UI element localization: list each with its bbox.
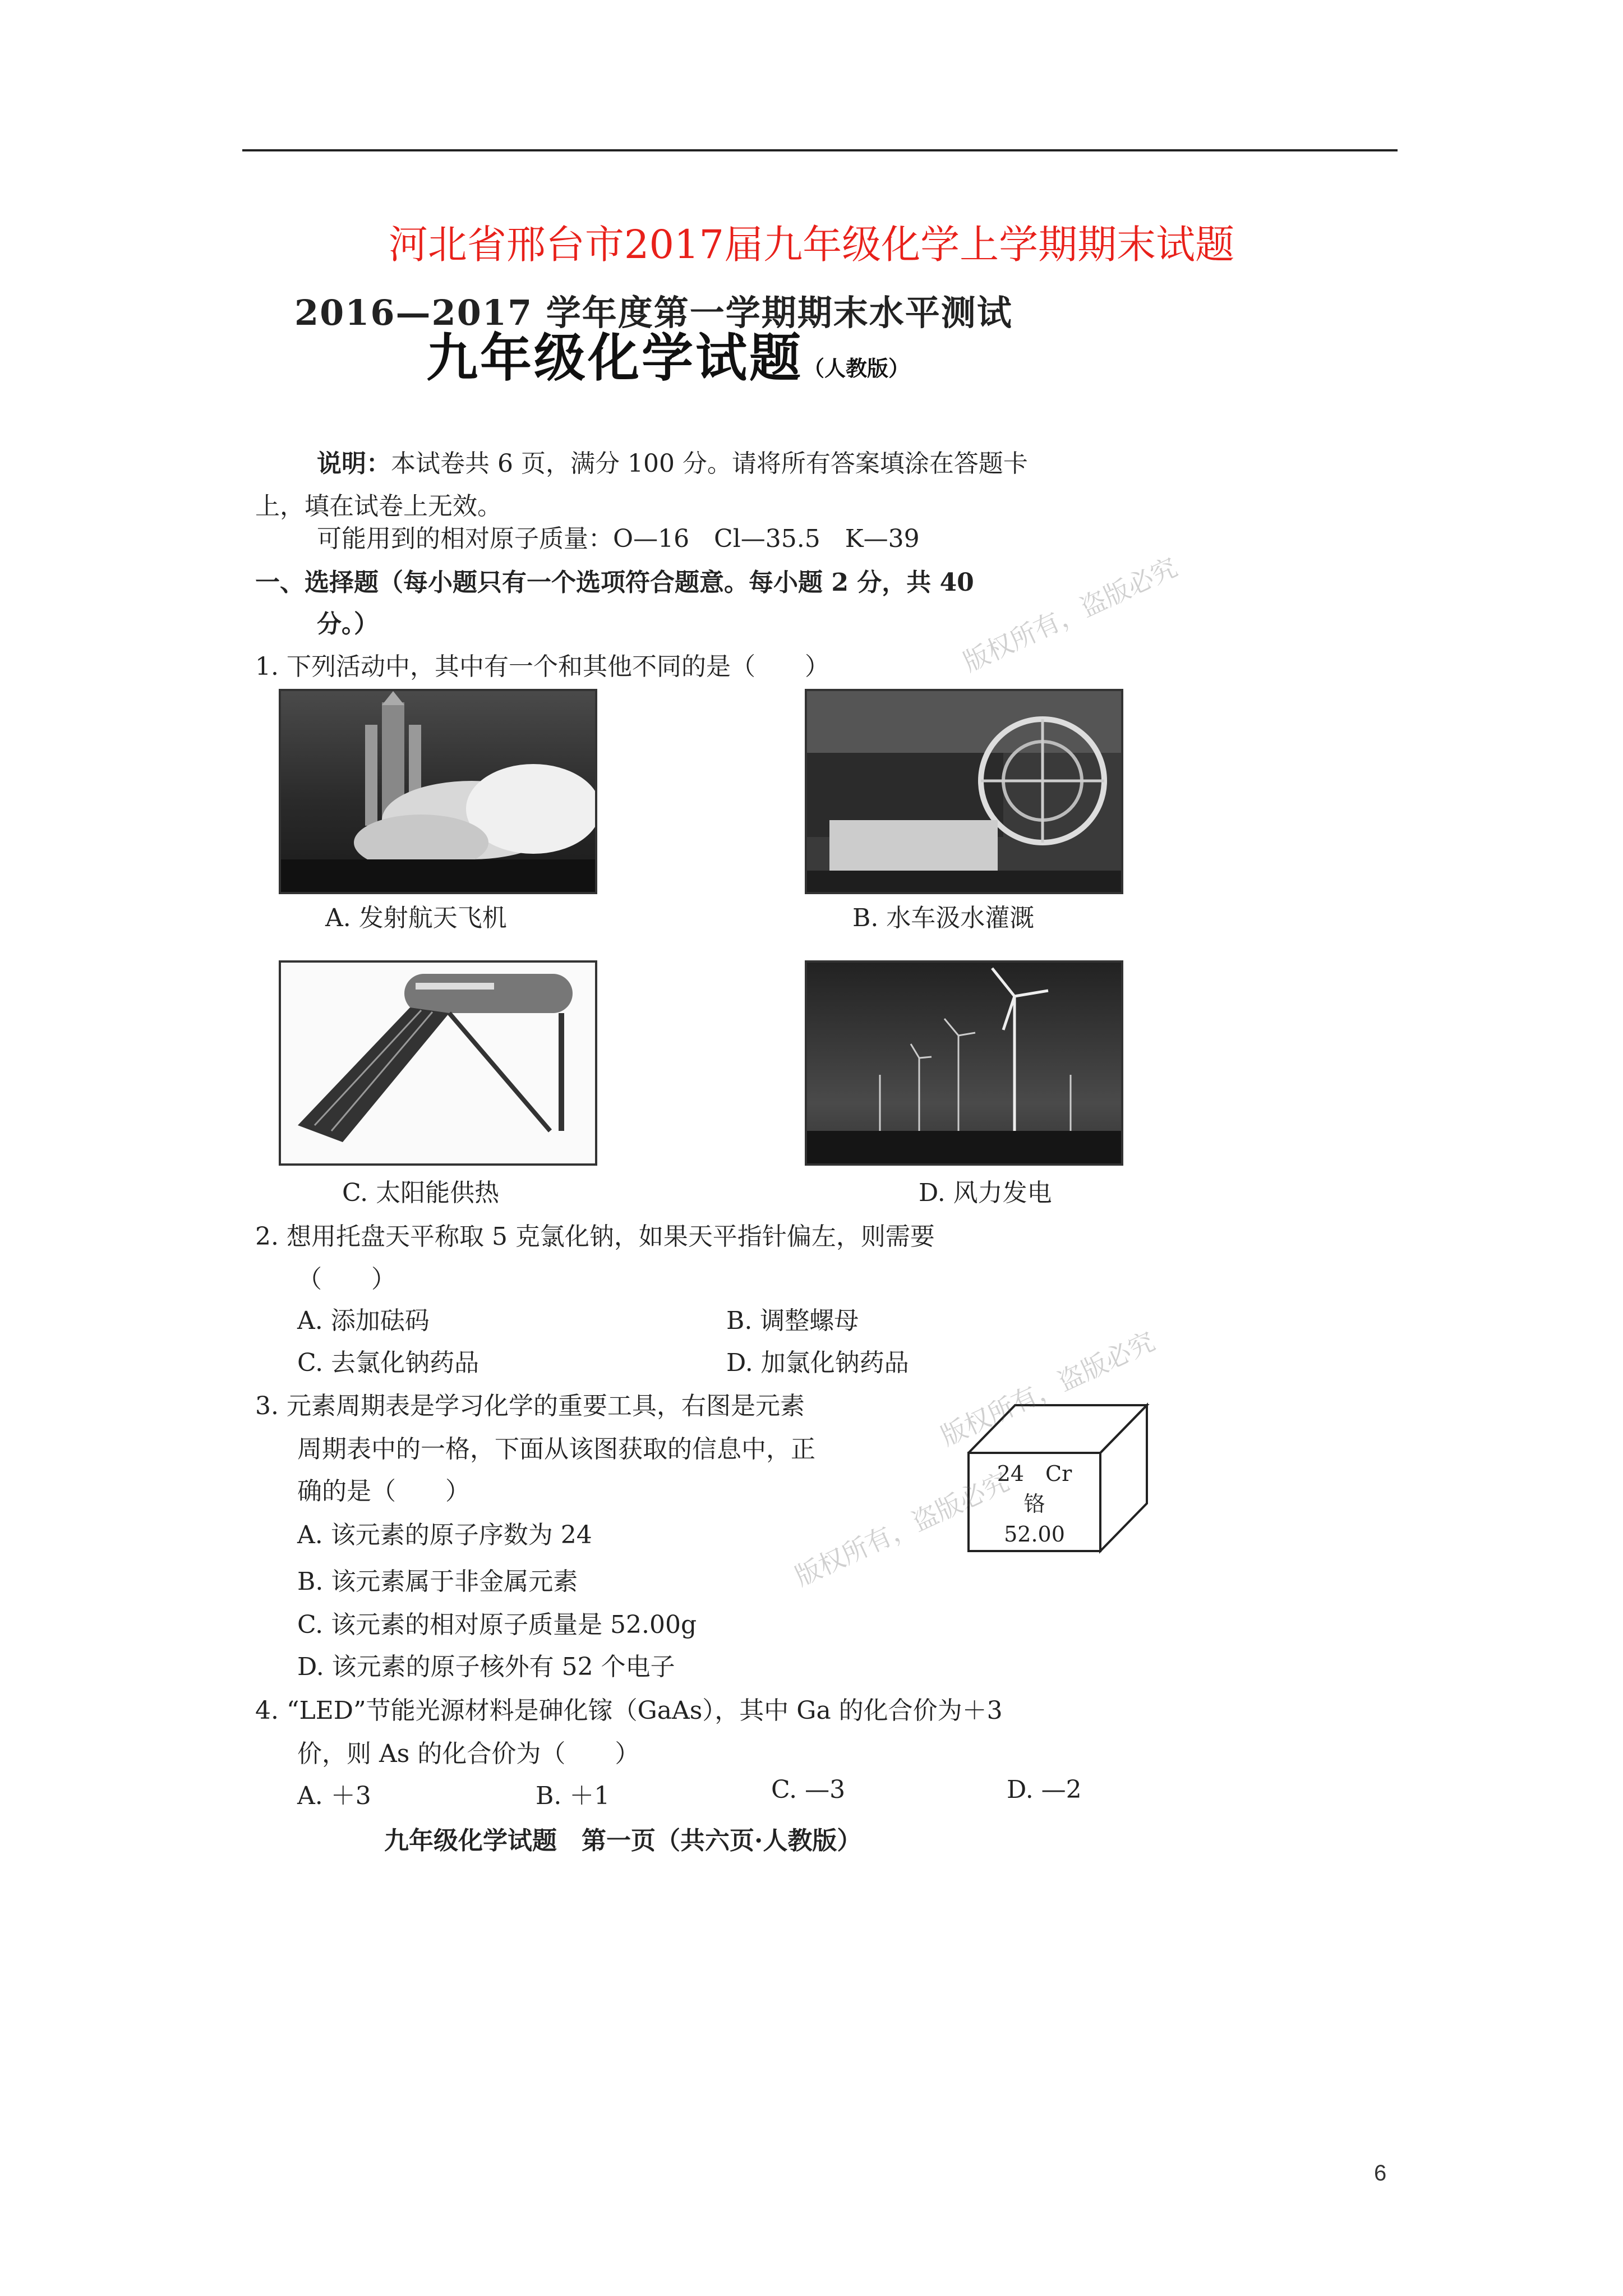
document-title: 河北省邢台市2017届九年级化学上学期期末试题: [388, 222, 1235, 268]
atomic-mass-line: 可能用到的相对原子质量：O—16 Cl—35.5 K—39: [317, 524, 920, 553]
q3-stem-cont2: 确的是（ ）: [297, 1477, 470, 1506]
q4-option-d: D. —2: [1007, 1775, 1082, 1804]
q3-option-c: C. 该元素的相对原子质量是 52.00g: [297, 1611, 697, 1639]
q3-option-d: D. 该元素的原子核外有 52 个电子: [297, 1653, 675, 1681]
q3-stem-cont: 周期表中的一格，下面从该图获取的信息中，正: [297, 1435, 815, 1464]
element-name: 铬: [1023, 1492, 1045, 1516]
exam-title: 九年级化学试题（人教版）: [426, 328, 910, 388]
photo-water-wheel: [805, 689, 1123, 894]
watermark-2: 版权所有，盗版必究: [936, 1326, 1159, 1451]
photo-solar-heater: [279, 960, 597, 1166]
section1-heading-cont: 分。）: [317, 610, 379, 638]
q1-stem: 1. 下列活动中，其中有一个和其他不同的是（ ）: [255, 652, 829, 681]
q4-option-b: B. ＋1: [536, 1782, 610, 1810]
q4-option-a: A. ＋3: [297, 1782, 371, 1810]
header-rule: [242, 149, 1398, 151]
wind-turbines-image: [807, 963, 1121, 1163]
q4-option-c: C. —3: [771, 1775, 846, 1804]
solar-heater-image: [281, 963, 595, 1163]
q4-stem: 4. “LED”节能光源材料是砷化镓（GaAs），其中 Ga 的化合价为＋3: [255, 1696, 1003, 1725]
q3-stem: 3. 元素周期表是学习化学的重要工具，右图是元素: [255, 1392, 805, 1420]
watermark-3: 版权所有，盗版必究: [790, 1466, 1013, 1591]
q4-stem-cont: 价，则 As 的化合价为（ ）: [297, 1740, 640, 1768]
q1-option-a: A. 发射航天飞机: [325, 904, 507, 932]
q3-option-b: B. 该元素属于非金属元素: [297, 1567, 578, 1596]
exam-footer: 九年级化学试题 第一页（共六页·人教版）: [384, 1826, 862, 1855]
q2-option-b: B. 调整螺母: [726, 1306, 859, 1335]
q2-option-c: C. 去氯化钠药品: [297, 1349, 479, 1377]
watermark-1: 版权所有，盗版必究: [958, 552, 1182, 677]
exam-edition: （人教版）: [803, 356, 910, 381]
rocket-launch-image: [281, 691, 595, 892]
element-mass: 52.00: [1004, 1522, 1065, 1547]
photo-wind-turbines: [805, 960, 1123, 1166]
exam-header: 2016—2017 学年度第一学期期末水平测试: [294, 292, 1013, 333]
q1-option-d: D. 风力发电: [919, 1179, 1052, 1207]
page-number: 6: [1374, 2161, 1387, 2185]
instructions-line-2: 上，填在试卷上无效。: [255, 492, 502, 521]
q2-option-d: D. 加氯化钠药品: [726, 1349, 909, 1377]
q2-stem: 2. 想用托盘天平称取 5 克氯化钠，如果天平指针偏左，则需要: [255, 1222, 935, 1251]
q2-option-a: A. 添加砝码: [297, 1306, 430, 1335]
instructions-line-1: 说明：本试卷共 6 页，满分 100 分。请将所有答案填涂在答题卡: [317, 449, 1028, 478]
photo-rocket-launch: [279, 689, 597, 894]
section1-heading: 一、选择题（每小题只有一个选项符合题意。每小题 2 分，共 40: [255, 568, 974, 597]
water-wheel-image: [807, 691, 1121, 892]
element-number-symbol: 24 Cr: [997, 1461, 1072, 1486]
q3-option-a: A. 该元素的原子序数为 24: [297, 1521, 592, 1549]
q1-option-b: B. 水车汲水灌溉: [852, 904, 1035, 932]
q2-stem-cont: （ ）: [297, 1265, 396, 1294]
q1-option-c: C. 太阳能供热: [342, 1179, 500, 1207]
